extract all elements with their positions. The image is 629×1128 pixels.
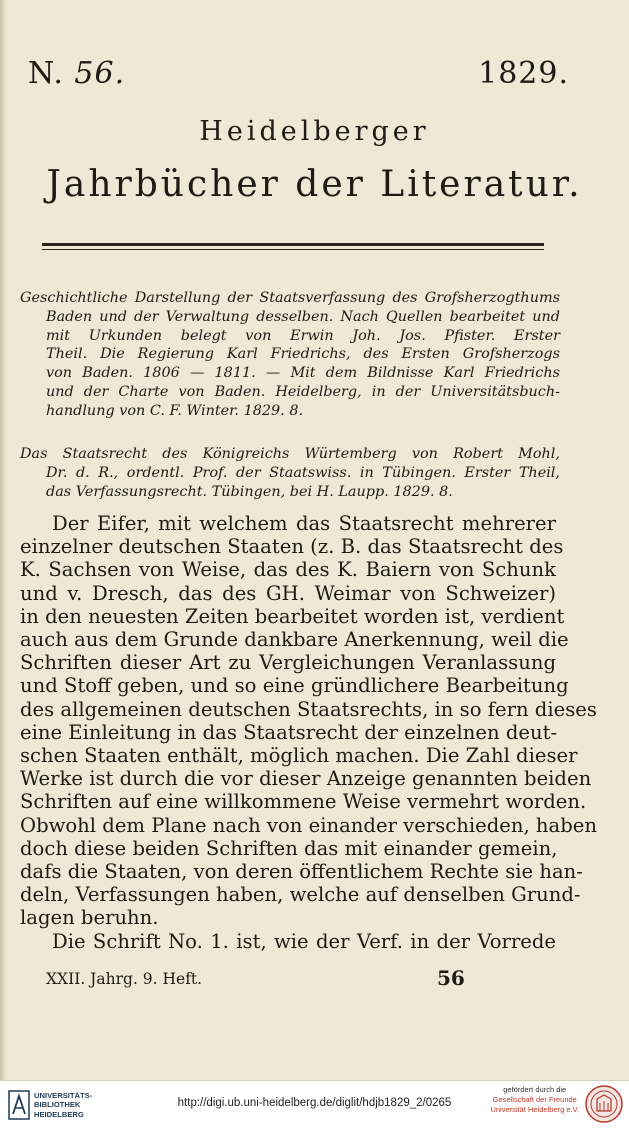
sponsor-line: gefördert durch die bbox=[503, 1085, 567, 1094]
body-text bbox=[20, 512, 597, 953]
issue-year: 1829. bbox=[478, 56, 569, 91]
reference-line: Dr. d. R., ordentl. Prof. der Staatswiss. in Tübingen. Erster Theil, bbox=[46, 464, 560, 481]
reference-line: handlung von C. F. Winter. 1829. 8. bbox=[46, 402, 304, 419]
body-line: auch aus dem Grunde dankbare Anerkennung, weil die bbox=[20, 628, 569, 652]
body-line: Obwohl dem Plane nach von einander verschieden, haben bbox=[20, 813, 597, 837]
body-line: lagen beruhn. bbox=[20, 906, 159, 930]
reference-line: Theil. Die Regierung Karl Friedrichs, des Ersten Grofsherzogs bbox=[46, 346, 560, 363]
body-line: und Stoff geben, und so eine gründlichere Bearbeitung bbox=[20, 674, 569, 698]
reference-line: von Baden. 1806 — 1811. — Mit dem Bildnisse Karl Friedrichs bbox=[46, 365, 560, 382]
body-line: Die Schrift No. 1. ist, wie der Verf. in der Vorrede bbox=[52, 929, 556, 953]
title-rule-thin bbox=[42, 249, 544, 250]
body-line: dafs die Staaten, von deren öffentlichem Rechte sie han- bbox=[20, 860, 583, 884]
body-line: K. Sachsen von Weise, das des K. Baiern von Schunk bbox=[20, 558, 556, 582]
library-name-line: UNIVERSITÄTS- bbox=[34, 1091, 93, 1100]
body-line: Schriften auf eine willkommene Weise vermehrt worden. bbox=[20, 790, 587, 814]
sponsor-line: Universität Heidelberg e.V. bbox=[490, 1105, 579, 1114]
library-name-line: BIBLIOTHEK bbox=[34, 1100, 81, 1110]
journal-title-line1: Heidelberger bbox=[199, 116, 430, 147]
body-line: einzelner deutschen Staaten (z. B. das Staatsrecht des bbox=[20, 535, 564, 559]
body-line: doch diese beiden Schriften das mit einander gemein, bbox=[20, 836, 558, 860]
library-name-line: HEIDELBERG bbox=[34, 1109, 84, 1119]
body-line: des allgemeinen deutschen Staatsrechts, in so fern dieses bbox=[20, 697, 597, 721]
sponsor-credit bbox=[490, 1085, 579, 1115]
body-line: und v. Dresch, das des GH. Weimar von Schweizer) bbox=[20, 581, 556, 605]
sponsor-line: Gesellschaft der Freunde bbox=[492, 1095, 577, 1104]
issue-number-value: 56. bbox=[74, 56, 126, 91]
permalink-url[interactable]: http://digi.ub.uni-heidelberg.de/diglit/hdjb1829_2/0265 bbox=[177, 1097, 452, 1109]
body-line: deln, Verfassungen haben, welche auf denselben Grund- bbox=[20, 883, 581, 907]
page-number: 56 bbox=[437, 966, 465, 990]
issue-number bbox=[28, 56, 125, 91]
body-line: Der Eifer, mit welchem das Staatsrecht mehrerer bbox=[52, 512, 556, 535]
reference-line: das Verfassungsrecht. Tübingen, bei H. Laupp. 1829. 8. bbox=[46, 483, 453, 500]
reference-line: mit Urkunden belegt von Erwin Joh. Jos. Pfister. Erster bbox=[46, 327, 560, 344]
body-line: eine Einleitung in das Staatsrecht der einzelnen deut- bbox=[20, 720, 558, 744]
reference-1 bbox=[20, 289, 560, 421]
title-rule-thick bbox=[42, 243, 544, 246]
viewer-footer-bar bbox=[0, 1080, 629, 1128]
page-gutter-shadow bbox=[0, 0, 6, 1080]
university-seal-icon bbox=[585, 1085, 623, 1123]
body-line: in den neuesten Zeiten bearbeitet worden ist, verdient bbox=[20, 604, 565, 628]
body-line: Schriften dieser Art zu Vergleichungen Veranlassung bbox=[20, 651, 556, 675]
reference-line: Geschichtliche Darstellung der Staatsverfassung des Grofsherzogthums bbox=[20, 290, 560, 306]
reference-line: und der Charte von Baden. Heidelberg, in der Universitätsbuch- bbox=[46, 383, 560, 400]
reference-line: Das Staatsrecht des Königreichs Würtemberg von Robert Mohl, bbox=[20, 446, 560, 462]
reference-line: Baden und der Verwaltung desselben. Nach Quellen bearbeitet und bbox=[46, 308, 560, 325]
journal-title-line2: Jahrbücher der Literatur. bbox=[46, 164, 583, 205]
signature-mark: XXII. Jahrg. 9. Heft. bbox=[46, 970, 203, 988]
issue-number-prefix: N. bbox=[28, 56, 64, 91]
reference-2 bbox=[20, 445, 560, 501]
body-line: Werke ist durch die vor dieser Anzeige genannten beiden bbox=[20, 767, 592, 791]
body-line: schen Staaten enthält, möglich machen. Die Zahl dieser bbox=[20, 744, 578, 768]
